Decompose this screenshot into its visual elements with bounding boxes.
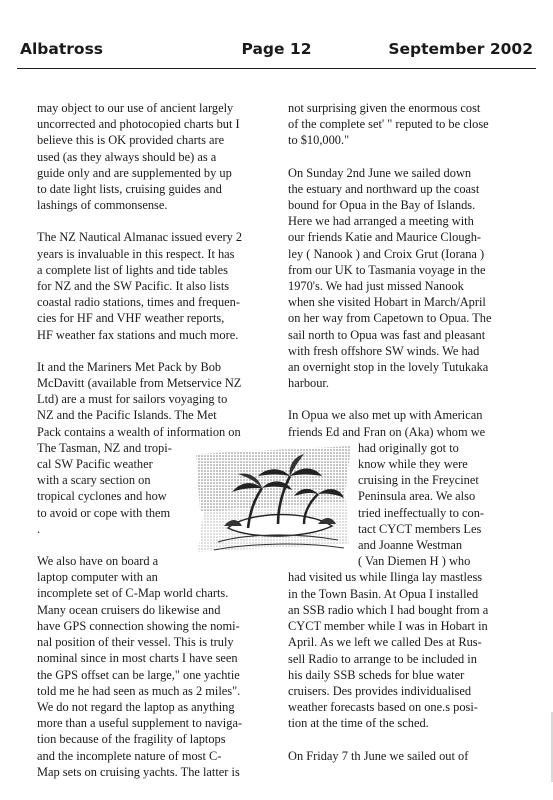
right-paragraph-opua-sail: On Sunday 2nd June we sailed down the estuary and northward up the coast bound for Opua in the Bay of Islands. Here we had arranged a meeting with our friends Katie and Maurice Clough- ley ( Nanook ) and Croix Grut (Iorana ) from our UK to Tasmania voyage in the 1970's. We had just missed Nanook when she visited Hobart in March/April on her way from Capetown to Opua. The sail north to Opua was fast and pleasant with fresh offshore SW winds. We had an overnight stop in the lovely Tutukaka harbour. (288, 165, 492, 391)
right-paragraph-ssb-radio: had visited us while Ilinga lay mastless in the Town Basin. At Opua I installed an SSB radio which I had bought from a CYCT member while I was in Hobart in April. As we left we called Des at Rus- sell Radio to arrange to be included in his daily SSB scheds for blue water cruisers. Des provides individualised weather forecasts based on one.s posi- tion at the time of the sched. (288, 570, 489, 731)
right-paragraph-departure: On Friday 7 th June we sailed out of (288, 748, 469, 763)
page-number: Page 12 (241, 40, 312, 58)
header-rule (17, 68, 536, 69)
right-paragraph-cost: not surprising given the enormous cost of the complete set' " reputed to be close to $10,000." (288, 101, 489, 148)
right-paragraph-opua-meetup: In Opua we also met up with American friends Ed and Fran on (Aka) whom we (288, 408, 486, 439)
right-paragraph-opua-wrap: had originally got to know while they were cruising in the Freycinet Peninsula area. We also tried ineffectually to con- tact CYCT members Les and Joanne Westman ( Van Diemen H ) who (358, 440, 485, 569)
palm-island-icon (186, 446, 356, 566)
newsletter-title: Albatross (20, 40, 104, 58)
left-paragraph-laptop: We also have on board a laptop computer with an incomplete set of C-Map world charts. Many ocean cruisers do likewise and have GPS connection showing the nomi- nal position of their vessel. This is truly nominal since in most charts I have seen the GPS offset can be large," one yachtie told me he had seen as much as 2 miles". We do not regard the laptop as anything more than a useful supplement to naviga- tion because of the fragility of laptops and the incomplete nature of most C- Map sets on cruising yachts. The latter is (37, 554, 243, 779)
left-paragraph-almanac: The NZ Nautical Almanac issued every 2 years is invaluable in this respect. It has a complete list of lights and tide tables for NZ and the SW Pacific. It also lists coastal radio stations, times and frequen- cies for HF and VHF weather reports, HF weather fax stations and much more. (37, 230, 243, 342)
left-paragraph-met-pack: It and the Mariners Met Pack by Bob McDavitt (available from Metservice NZ Ltd) are a must for sailors voyaging to NZ and the Pacific Islands. The Met Pack contains a wealth of information on The Tasman, NZ and tropi- cal SW Pacific weather with a scary section on tropical cyclones and how to avoid or cope with them . (37, 359, 242, 536)
right-column (288, 100, 526, 780)
issue-date: September 2002 (388, 40, 533, 58)
left-paragraph-charts: may object to our use of ancient largely uncorrected and photocopied charts but I believe this is OK provided charts are used (as they always should be) as a guide only and are supplemented by up to date light lists, cruising guides and lashings of commonsense. (37, 101, 240, 213)
page-header (20, 40, 533, 66)
